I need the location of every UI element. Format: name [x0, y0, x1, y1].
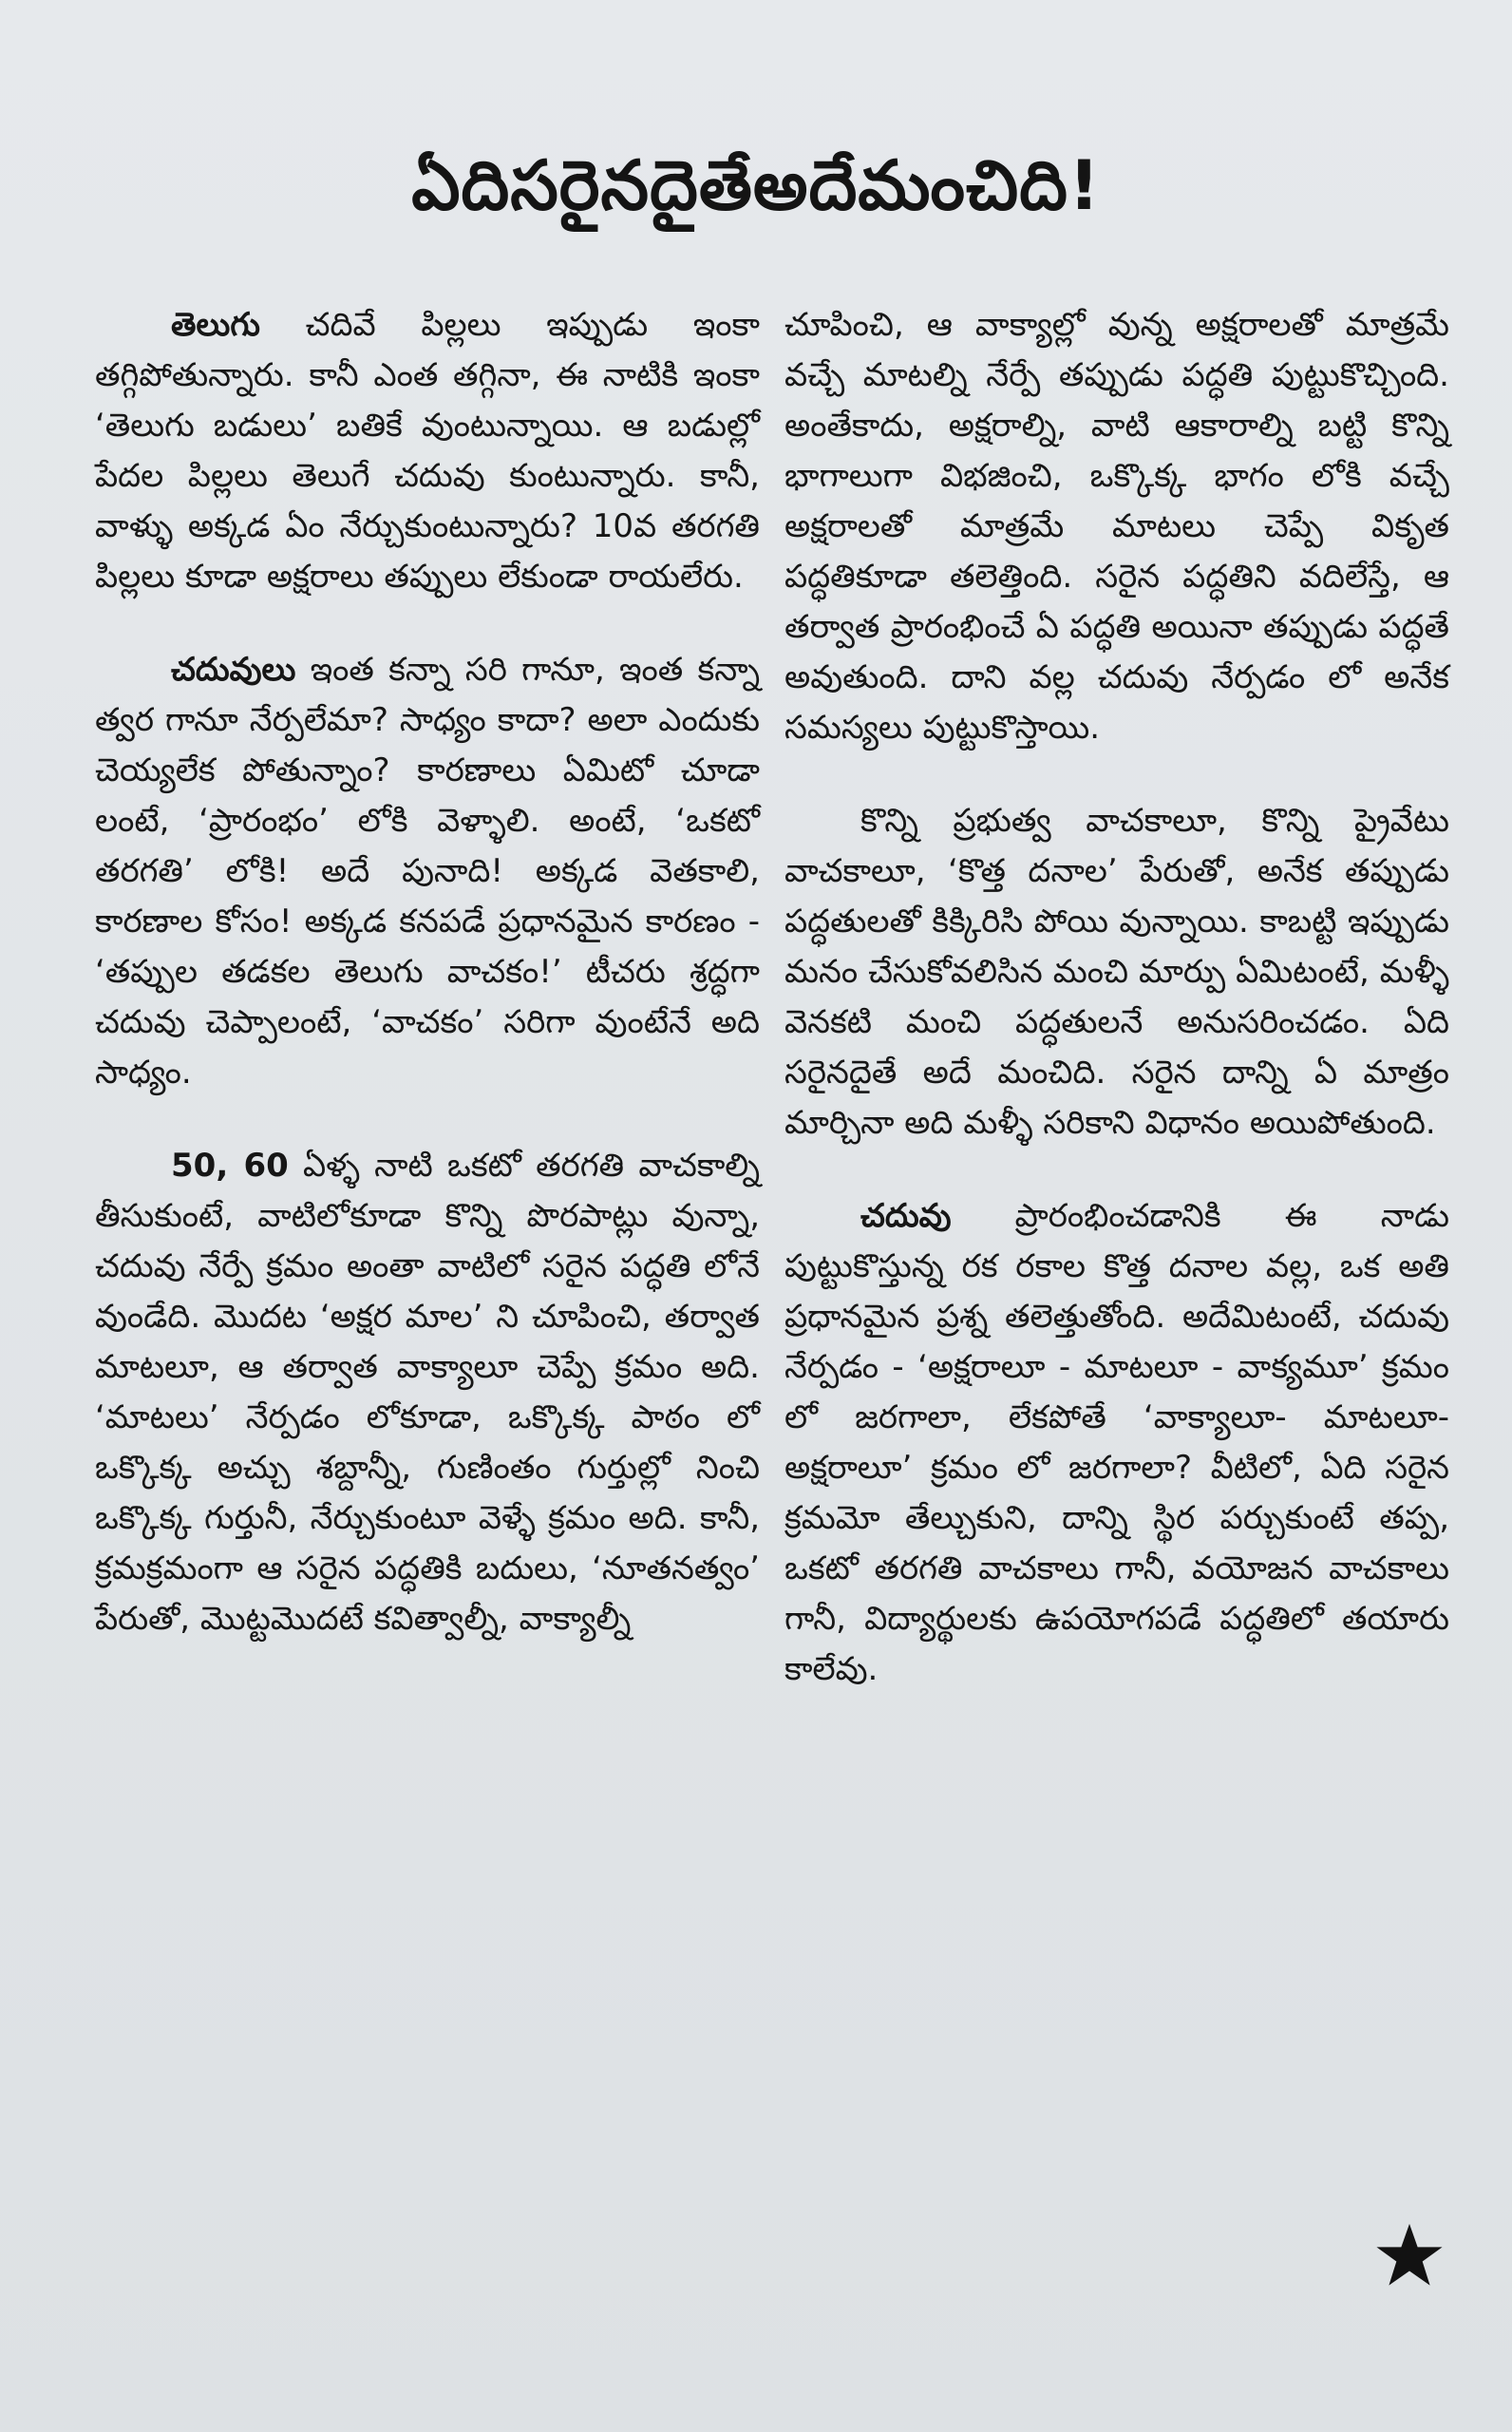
article-title: ఏదిసరైనదైతేఅదేమంచిది!: [411, 145, 1101, 225]
paragraph: [784, 1191, 1449, 1695]
star-icon: [1375, 2221, 1444, 2290]
left-column: [95, 300, 760, 1644]
paragraph-lead: చదువులు: [171, 651, 296, 689]
paragraph: [95, 1141, 760, 1644]
paragraph-lead: చదువు: [860, 1197, 952, 1235]
paragraph-text: చదివే పిల్లలు ఇప్పుడు ఇంకా తగ్గిపోతున్నారు. కానీ ఎంత తగ్గినా, ఈ నాటికి ఇంకా ‘తెలుగు బడులు’ బతికే వుంటున్నాయి. ఆ బడుల్లో పేదల పిల్లలు తెలుగే చదువు కుంటున్నారు. కానీ, వాళ్ళు అక్కడ ఏం నేర్చుకుంటున్నారు? 10వ తరగతి పిల్లలు కూడా అక్షరాలు తప్పులు లేకుండా రాయలేరు.: [95, 306, 760, 596]
paragraph: [95, 300, 760, 602]
paragraph-text: ప్రారంభించడానికి ఈ నాడు పుట్టుకొస్తున్న రక రకాల కొత్త దనాల వల్ల, ఒక అతి ప్రధానమైన ప్రశ్న తలెత్తుతోంది. అదేమిటంటే, చదువు నేర్పడం - ‘అక్షరాలూ - మాటలూ - వాక్యమూ’ క్రమం లో జరగాలా, లేకపోతే ‘వాక్యాలూ- మాటలూ- అక్షరాలూ’ క్రమం లో జరగాలా? వీటిలో, ఏది సరైన క్రమమో తేల్చుకుని, దాన్ని స్థిర పర్చుకుంటే తప్ప, ఒకటో తరగతి వాచకాలు గానీ, వయోజన వాచకాలు గానీ, విద్యార్థులకు ఉపయోగపడే పద్ధతిలో తయారు కాలేవు.: [784, 1197, 1449, 1688]
paragraph-text: ఇంత కన్నా సరి గానూ, ఇంత కన్నా త్వర గానూ నేర్పలేమా? సాధ్యం కాదా? అలా ఎందుకు చెయ్యలేక పోతున్నాం? కారణాలు ఏమిటో చూడా లంటే, ‘ప్రారంభం’ లోకి వెళ్ళాలి. అంటే, ‘ఒకటో తరగతి’ లోకి! అదే పునాది! అక్కడ వెతకాలి, కారణాల కోసం! అక్కడ కనపడే ప్రధానమైన కారణం - ‘తప్పుల తడకల తెలుగు వాచకం!’ టీచరు శ్రద్ధగా చదువు చెప్పాలంటే, ‘వాచకం’ సరిగా వుంటేనే అది సాధ్యం.: [95, 651, 760, 1092]
paragraph-lead: తెలుగు: [171, 306, 260, 344]
paragraph-text: ఏళ్ళ నాటి ఒకటో తరగతి వాచకాల్ని తీసుకుంటే, వాటిలోకూడా కొన్ని పొరపాట్లు వున్నా, చదువు నేర్పే క్రమం అంతా వాటిలో సరైన పద్ధతి లోనే వుండేది. మొదట ‘అక్షర మాల’ ని చూపించి, తర్వాత మాటలూ, ఆ తర్వాత వాక్యాలూ చెప్పే క్రమం అది. ‘మాటలు’ నేర్పడం లోకూడా, ఒక్కొక్క పాఠం లో ఒక్కొక్క అచ్చు శబ్దాన్నీ, గుణింతం గుర్తుల్లో నించి ఒక్కొక్క గుర్తునీ, నేర్చుకుంటూ వెళ్ళే క్రమం అది. కానీ, క్రమక్రమంగా ఆ సరైన పద్ధతికి బదులు, ‘నూతనత్వం’ పేరుతో, మొట్టమొదటే కవిత్వాల్నీ, వాక్యాల్నీ: [95, 1147, 760, 1638]
paragraph: [95, 645, 760, 1098]
paragraph-text: చూపించి, ఆ వాక్యాల్లో వున్న అక్షరాలతో మాత్రమే వచ్చే మాటల్ని నేర్పే తప్పుడు పద్ధతి పుట్టుకొచ్చింది. అంతేకాదు, అక్షరాల్ని, వాటి ఆకారాల్ని బట్టి కొన్ని భాగాలుగా విభజించి, ఒక్కొక్క భాగం లోకి వచ్చే అక్షరాలతో మాత్రమే మాటలు చెప్పే వికృత పద్ధతికూడా తలెత్తింది. సరైన పద్ధతిని వదిలేస్తే, ఆ తర్వాత ప్రారంభించే ఏ పద్ధతి అయినా తప్పుడు పద్ధతే అవుతుంది. దాని వల్ల చదువు నేర్పడం లో అనేక సమస్యలు పుట్టుకొస్తాయి.: [784, 306, 1449, 747]
paragraph-lead: 50, 60: [171, 1147, 289, 1185]
paragraph: [784, 300, 1449, 753]
paragraph: [784, 796, 1449, 1149]
right-column: [784, 300, 1449, 1695]
paragraph-text: కొన్ని ప్రభుత్వ వాచకాలూ, కొన్ని ప్రైవేటు వాచకాలూ, ‘కొత్త దనాల’ పేరుతో, అనేక తప్పుడు పద్ధతులతో కిక్కిరిసి పోయి వున్నాయి. కాబట్టి ఇప్పుడు మనం చేసుకోవలిసిన మంచి మార్పు ఏమిటంటే, మళ్ళీ వెనకటి మంచి పద్ధతులనే అనుసరించడం. ఏది సరైనదైతే అదే మంచిది. సరైన దాన్ని ఏ మాత్రం మార్చినా అది మళ్ళీ సరికాని విధానం అయిపోతుంది.: [784, 802, 1449, 1142]
